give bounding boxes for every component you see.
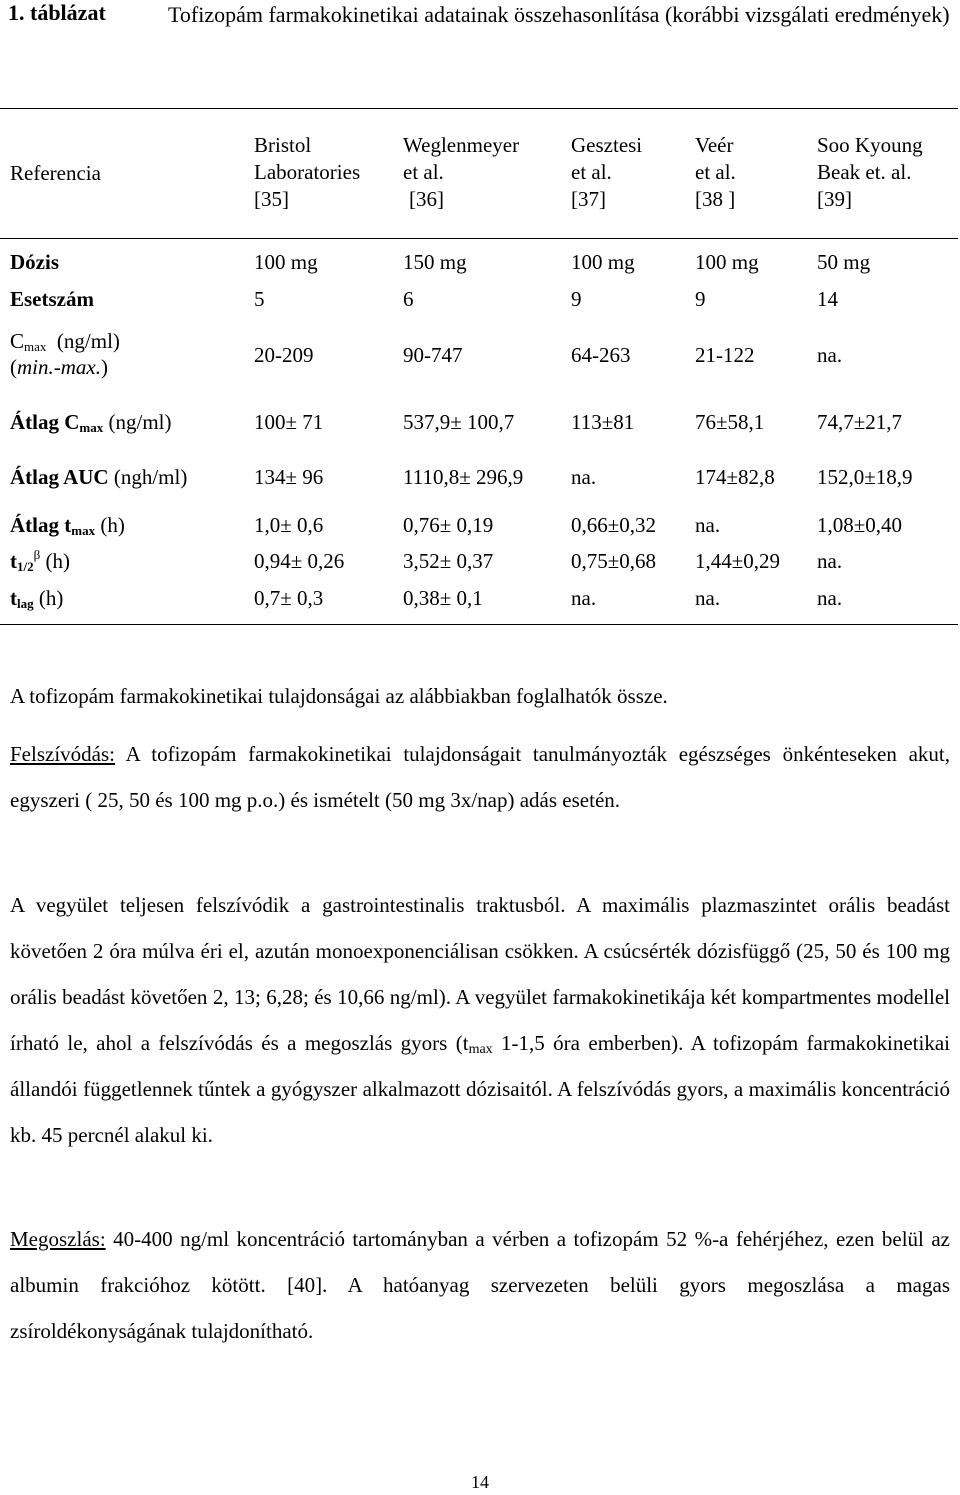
table-cell: na.: [695, 586, 721, 610]
table-cell: 134± 96: [254, 465, 324, 489]
table-cell: 100 mg: [254, 250, 318, 274]
row-label-atlag-tmax: Átlag $t_{max}$ (h): [10, 513, 125, 538]
table-cell: na.: [817, 343, 843, 367]
table-cell: 0,7± 0,3: [254, 586, 324, 610]
table-cell: 5: [254, 287, 265, 311]
table-bottom-rule: [0, 624, 958, 625]
table-top-rule: [0, 108, 958, 109]
table-cell: 1,44±0,29: [695, 549, 781, 573]
table-cell: na.: [817, 586, 843, 610]
page-number: 14: [471, 1472, 489, 1492]
column-header: Gesztesi et al. [37]: [571, 133, 643, 211]
table-cell: 1110,8± 296,9: [403, 465, 524, 489]
table-cell: 0,66±0,32: [571, 513, 657, 537]
table-cell: na.: [817, 549, 843, 573]
table-cell: 50 mg: [817, 250, 871, 274]
table-cell: 1,08±0,40: [817, 513, 903, 537]
row-label-t-half: $t_{1/2}^\beta$ (h): [10, 547, 70, 574]
column-header: Bristol Laboratories [35]: [254, 133, 361, 211]
table-cell: 174±82,8: [695, 465, 775, 489]
row-label-t-lag: $t_{lag}$ (h): [10, 586, 64, 611]
megoszlas-paragraph: Megoszlás: 40-400 ng/ml koncentráció tartományban a vérben a tofizopám 52 %-a fehérjéhez, ezen belül az albumin frakcióhoz kötött. [40]. A hatóanyag szervezeten belüli gyors megoszlása a magas zsíroldékonyságának tulajdonítható.: [10, 1227, 950, 1343]
table-cell: 113±81: [571, 410, 635, 434]
table-cell: 6: [403, 287, 414, 311]
felszivodas-paragraph: Felszívódás: A tofizopám farmakokinetikai tulajdonságait tanulmányozták egészséges önkénteseken akut, egyszeri ( 25, 50 és 100 mg p.o.) és ismételt (50 mg 3x/nap) adás esetén.: [10, 742, 950, 812]
row-label-dozis: Dózis: [10, 250, 59, 274]
table-header-rule: [0, 238, 958, 239]
table-cell: 0,75±0,68: [571, 549, 657, 573]
table-cell: 152,0±18,9: [817, 465, 913, 489]
table-cell: 9: [695, 287, 706, 311]
table-cell: 0,94± 0,26: [254, 549, 345, 573]
table-cell: 0,38± 0,1: [403, 586, 483, 610]
table-cell: 100 mg: [695, 250, 759, 274]
absorption-detail-paragraph: A vegyület teljesen felszívódik a gastrointestinalis traktusból. A maximális plazmaszintet orális beadást követően 2 óra múlva éri el, azután monoexponenciálisan csökken. A csúcsérték dózisfüggő (25, 50 és 100 mg orális beadást követően 2, 13; 6,28; és 10,66 ng/ml). A vegyület farmakokinetikája két kompartmentes modellel írható le, ahol a felszívódás és a megoszlás gyors ($t_{max}$ 1-1,5 óra emberben). A tofizopám farmakokinetikai állandói függetlennek tűntek a gyógyszer alkalmazott dózisaitól. A felszívódás gyors, a maximális koncentráció kb. 45 percnél alakul ki.: [10, 893, 950, 1147]
row-label-esetszam: Esetszám: [10, 287, 94, 311]
table-cell: 3,52± 0,37: [403, 549, 494, 573]
table-cell: 76±58,1: [695, 410, 765, 434]
table-cell: 100 mg: [571, 250, 635, 274]
column-header: Soo Kyoung Beak et. al. [39]: [817, 133, 923, 211]
table-cell: 1,0± 0,6: [254, 513, 324, 537]
table-cell: na.: [571, 586, 597, 610]
felszivodas-heading: Felszívódás:: [10, 742, 115, 766]
column-header: Veér et al. [38 ]: [695, 133, 736, 211]
table-cell: 21-122: [695, 343, 755, 367]
column-header: Weglenmeyer et al. [36]: [403, 133, 520, 211]
table-caption-text: Tofizopám farmakokinetikai adatainak összehasonlítása (korábbi vizsgálati eredmények): [168, 2, 950, 27]
table-cell: 0,76± 0,19: [403, 513, 494, 537]
table-cell: na.: [695, 513, 721, 537]
row-label-atlag-auc: Átlag AUC (ngh/ml): [10, 465, 188, 489]
table-cell: 14: [817, 287, 838, 311]
table-cell: 20-209: [254, 343, 314, 367]
table-cell: 537,9± 100,7: [403, 410, 515, 434]
header-referencia: Referencia: [10, 161, 101, 185]
intro-paragraph: A tofizopám farmakokinetikai tulajdonságai az alábbiakban foglalhatók össze.: [10, 684, 668, 708]
table-cell: 90-747: [403, 343, 463, 367]
row-label-cmax: $C_{max}$ (ng/ml) (min.-max.): [10, 329, 120, 379]
table-cell: na.: [571, 465, 597, 489]
table-cell: 9: [571, 287, 582, 311]
table-cell: 100± 71: [254, 410, 324, 434]
table-cell: 150 mg: [403, 250, 467, 274]
table-cell: 64-263: [571, 343, 631, 367]
megoszlas-heading: Megoszlás:: [10, 1227, 106, 1251]
table-caption-label: 1. táblázat: [8, 0, 106, 25]
table-cell: 74,7±21,7: [817, 410, 903, 434]
row-label-atlag-cmax: Átlag $C_{max}$ (ng/ml): [10, 410, 172, 435]
